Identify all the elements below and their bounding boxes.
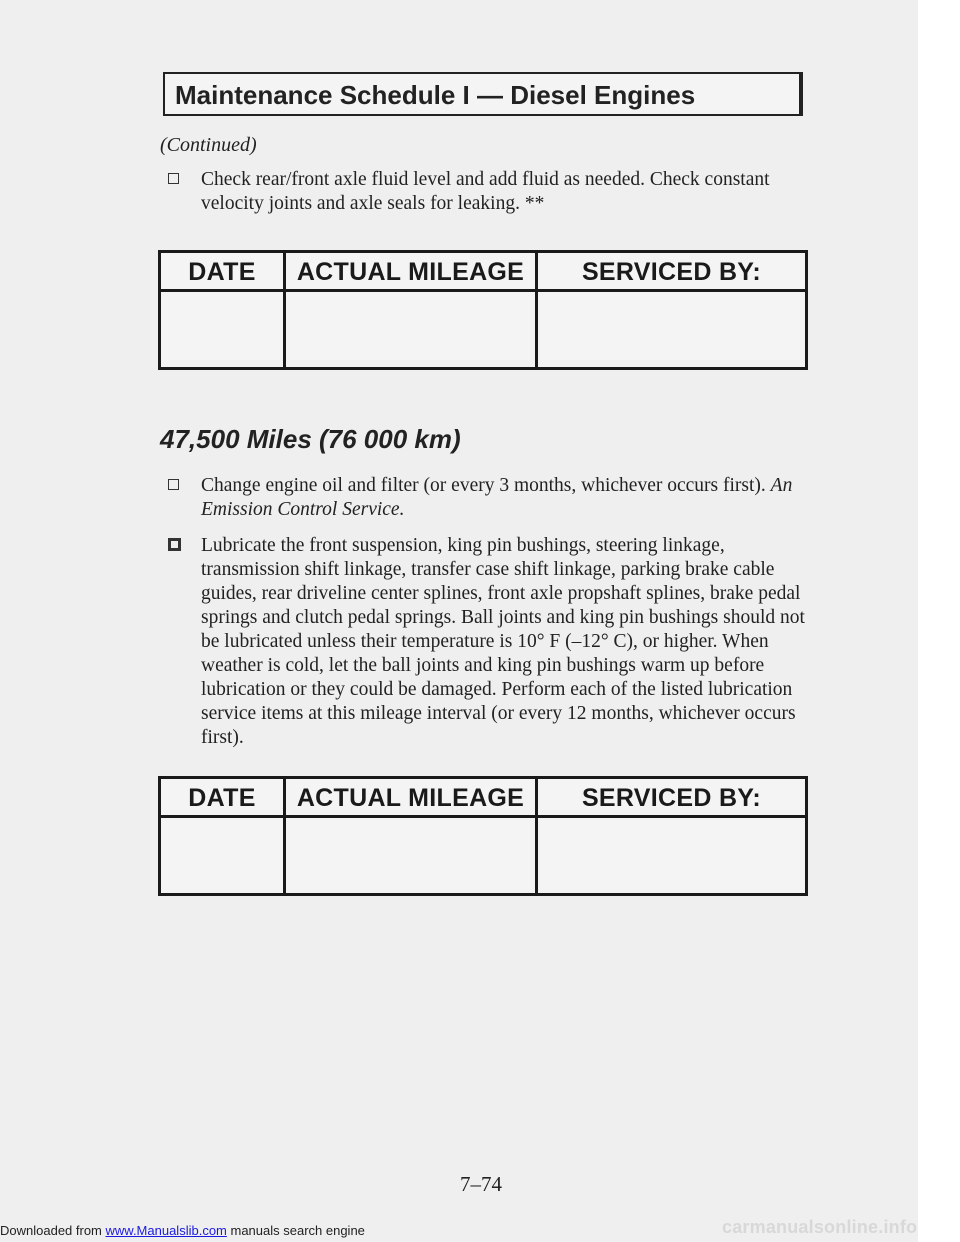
checkbox-icon[interactable]	[168, 173, 179, 184]
header-serviced-by: SERVICED BY:	[581, 258, 762, 286]
service-record-table-2	[158, 776, 808, 896]
page-number: 7–74	[460, 1172, 502, 1196]
service-record-table-1	[158, 250, 808, 370]
watermark: carmanualsonline.info	[722, 1217, 918, 1237]
page-margin	[918, 0, 960, 1242]
header-actual-mileage: ACTUAL MILEAGE	[296, 784, 525, 812]
download-footer: Downloaded from www.Manualslib.com manuals search engine	[0, 1223, 365, 1238]
checklist-item-text: Lubricate the front suspension, king pin bushings, steering linkage, transmission shift linkage, transfer case shift linkage, parking brake cable guides, rear driveline center splines, front axle propshaft splines, brake pedal springs and clutch pedal springs. Ball joints and king pin bushings should not be lubricated unless their temperature is 10° F (–12° C), or higher. When weather is cold, let the ball joints and king pin bushings warm up before lubrication or they could be damaged. Perform each of the listed lubrication service items at this mileage interval (or every 12 months, whichever occurs first).	[201, 535, 805, 748]
checklist-item-lubrication	[168, 534, 808, 750]
header-actual-mileage: ACTUAL MILEAGE	[296, 258, 525, 286]
header-date: DATE	[188, 258, 256, 286]
checklist-item-text: Check rear/front axle fluid level and add fluid as needed. Check constant velocity joints and axle seals for leaking. **	[201, 169, 770, 214]
mileage-heading: 47,500 Miles (76 000 km)	[160, 424, 461, 454]
checklist-item-oil-change	[168, 474, 808, 522]
checklist-item-text: Change engine oil and filter (or every 3 months, whichever occurs first). An Emission Control Service.	[201, 475, 793, 520]
header-date: DATE	[188, 784, 256, 812]
checkbox-icon[interactable]	[168, 538, 181, 551]
emission-control-note: An Emission Control Service.	[201, 475, 793, 520]
checklist-item-axle-fluid	[168, 168, 808, 216]
section-title: Maintenance Schedule I — Diesel Engines	[175, 80, 696, 110]
checkbox-icon[interactable]	[168, 479, 179, 490]
header-serviced-by: SERVICED BY:	[581, 784, 762, 812]
manualslib-link[interactable]: www.Manualslib.com	[105, 1223, 227, 1238]
section-header-box	[163, 72, 803, 116]
continued-label: (Continued)	[160, 134, 257, 156]
